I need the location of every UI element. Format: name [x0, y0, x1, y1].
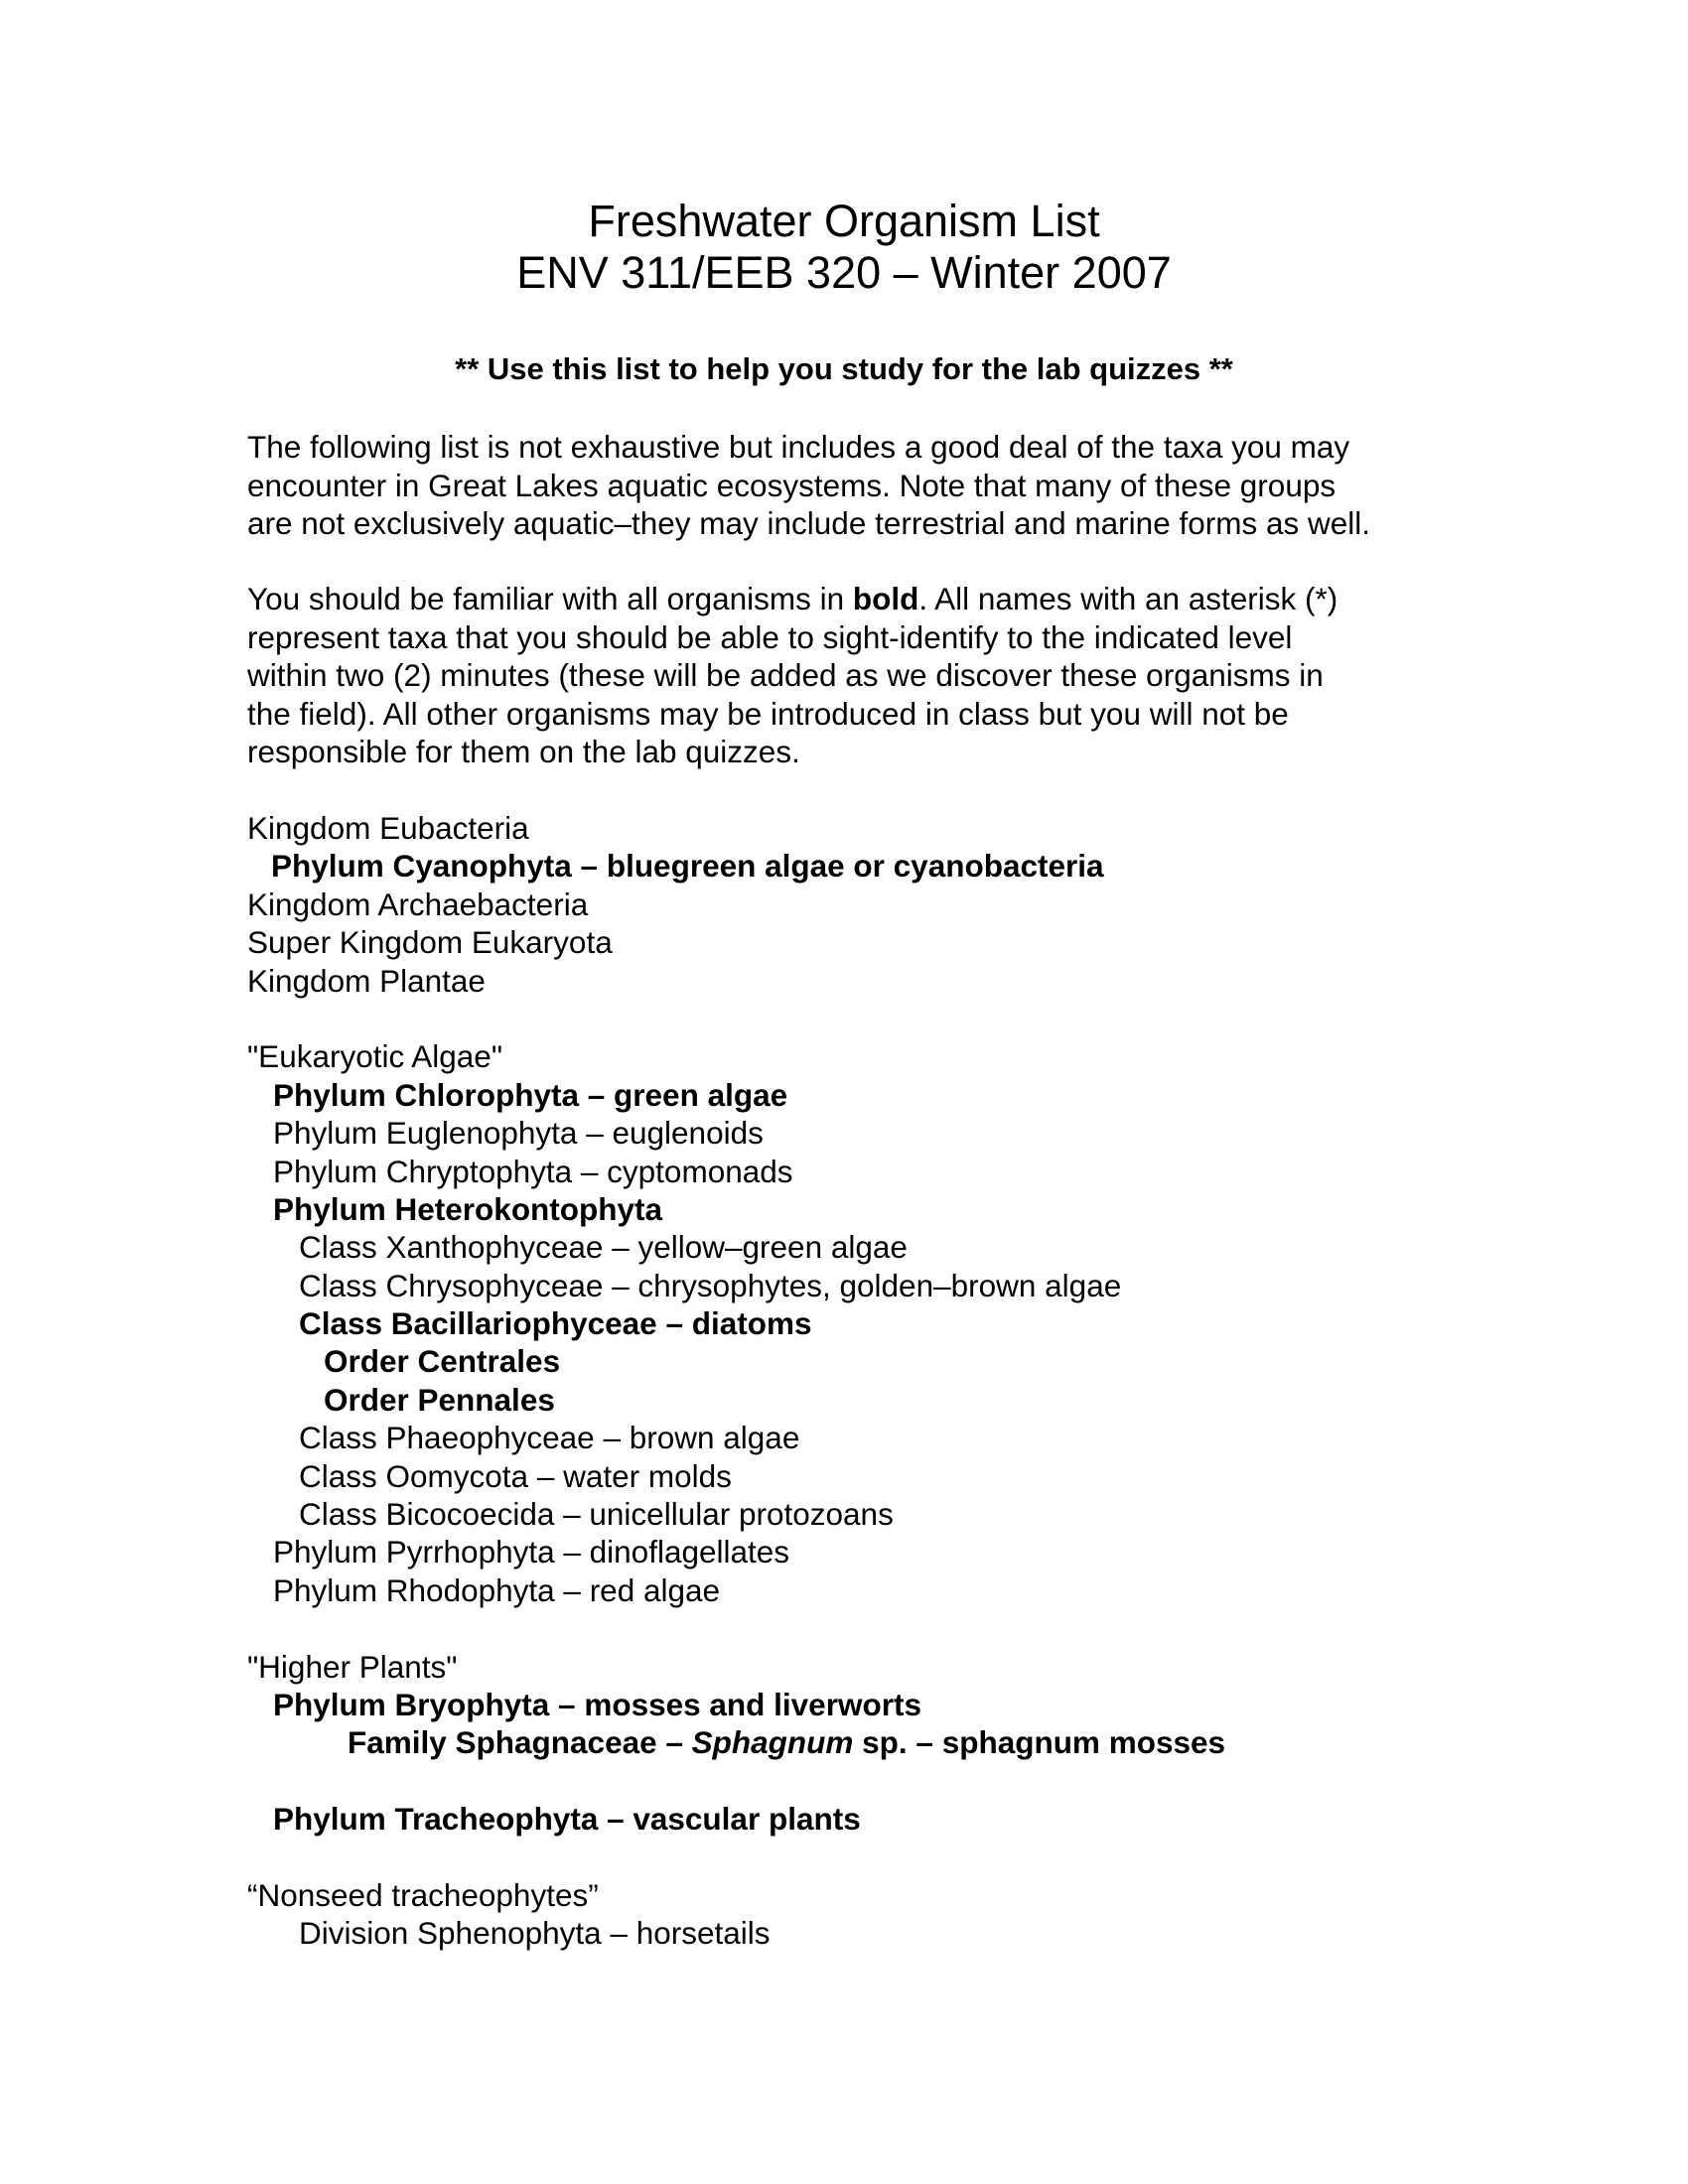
taxon-order-centrales: Order Centrales: [324, 1343, 561, 1380]
spacer: [247, 1839, 1538, 1876]
taxon-class-xanthophyceae: Class Xanthophyceae – yellow–green algae: [299, 1229, 908, 1266]
taxa-list: [247, 809, 1538, 1953]
intro-line: encounter in Great Lakes aquatic ecosystems. Note that many of these groups: [247, 467, 1336, 503]
taxon-phylum-rhodophyta: Phylum Rhodophyta – red algae: [273, 1571, 721, 1608]
document-title: Freshwater Organism List: [588, 196, 1100, 246]
instructions-line: [247, 580, 1488, 618]
instructions-text: . All names with an asterisk (*): [918, 581, 1338, 616]
instructions-line: represent taxa that you should be able to sight-identify to the indicated level: [247, 618, 1293, 655]
taxon-text: Family Sphagnaceae –: [348, 1724, 692, 1761]
instructions-line: the field). All other organisms may be introduced in class but you will not be: [247, 695, 1289, 732]
taxon-kingdom-eubacteria: Kingdom Eubacteria: [247, 810, 529, 846]
taxon-text: sp. – sphagnum mosses: [853, 1724, 1226, 1761]
group-higher-plants: "Higher Plants": [247, 1648, 458, 1685]
bold-word: bold: [852, 581, 919, 616]
taxon-phylum-euglenophyta: Phylum Euglenophyta – euglenoids: [273, 1115, 764, 1152]
taxon-family-sphagnaceae: [247, 1723, 1538, 1761]
taxon-phylum-chlorophyta: Phylum Chlorophyta – green algae: [273, 1076, 788, 1113]
instructions-paragraph: [247, 580, 1488, 771]
instructions-line: within two (2) minutes (these will be added as we discover these organisms in: [247, 657, 1324, 693]
spacer: [247, 1000, 1538, 1037]
taxon-phylum-chryptophyta: Phylum Chryptophyta – cyptomonads: [273, 1153, 793, 1189]
group-nonseed-tracheophytes: “Nonseed tracheophytes”: [247, 1876, 599, 1913]
taxon-kingdom-plantae: Kingdom Plantae: [247, 962, 486, 999]
document-subtitle: ENV 311/EEB 320 – Winter 2007: [516, 247, 1172, 298]
group-eukaryotic-algae: "Eukaryotic Algae": [247, 1038, 502, 1075]
instructions-text: You should be familiar with all organisms in: [247, 581, 853, 616]
spacer: [247, 1762, 1538, 1800]
taxon-class-bicocoecida: Class Bicocoecida – unicellular protozoans: [299, 1496, 894, 1533]
spacer: [247, 1609, 1538, 1647]
taxon-kingdom-archaebacteria: Kingdom Archaebacteria: [247, 886, 589, 922]
genus-name: Sphagnum: [691, 1724, 854, 1761]
taxon-class-oomycota: Class Oomycota – water molds: [299, 1457, 732, 1494]
instructions-line: responsible for them on the lab quizzes.: [247, 734, 800, 769]
intro-line: are not exclusively aquatic–they may include terrestrial and marine forms as well.: [247, 505, 1371, 541]
taxon-class-bacillariophyceae: Class Bacillariophyceae – diatoms: [299, 1305, 812, 1342]
taxon-class-chrysophyceae: Class Chrysophyceae – chrysophytes, golden–brown algae: [299, 1267, 1122, 1303]
taxon-phylum-heterokontophyta: Phylum Heterokontophyta: [273, 1190, 663, 1227]
intro-paragraph: [247, 428, 1488, 543]
taxon-division-sphenophyta: Division Sphenophyta – horsetails: [299, 1915, 771, 1952]
taxon-class-phaeophyceae: Class Phaeophyceae – brown algae: [299, 1420, 800, 1456]
taxon-phylum-cyanophyta: Phylum Cyanophyta – bluegreen algae or cyanobacteria: [271, 848, 1104, 885]
taxon-phylum-pyrrhophyta: Phylum Pyrrhophyta – dinoflagellates: [273, 1534, 790, 1570]
taxon-phylum-tracheophyta: Phylum Tracheophyta – vascular plants: [273, 1801, 861, 1838]
taxon-order-pennales: Order Pennales: [324, 1381, 555, 1418]
intro-line: The following list is not exhaustive but includes a good deal of the taxa you may: [247, 429, 1350, 465]
taxon-phylum-bryophyta: Phylum Bryophyta – mosses and liverworts: [273, 1686, 921, 1722]
taxon-super-kingdom-eukaryota: Super Kingdom Eukaryota: [247, 924, 613, 961]
study-note: ** Use this list to help you study for the lab quizzes **: [455, 351, 1233, 386]
